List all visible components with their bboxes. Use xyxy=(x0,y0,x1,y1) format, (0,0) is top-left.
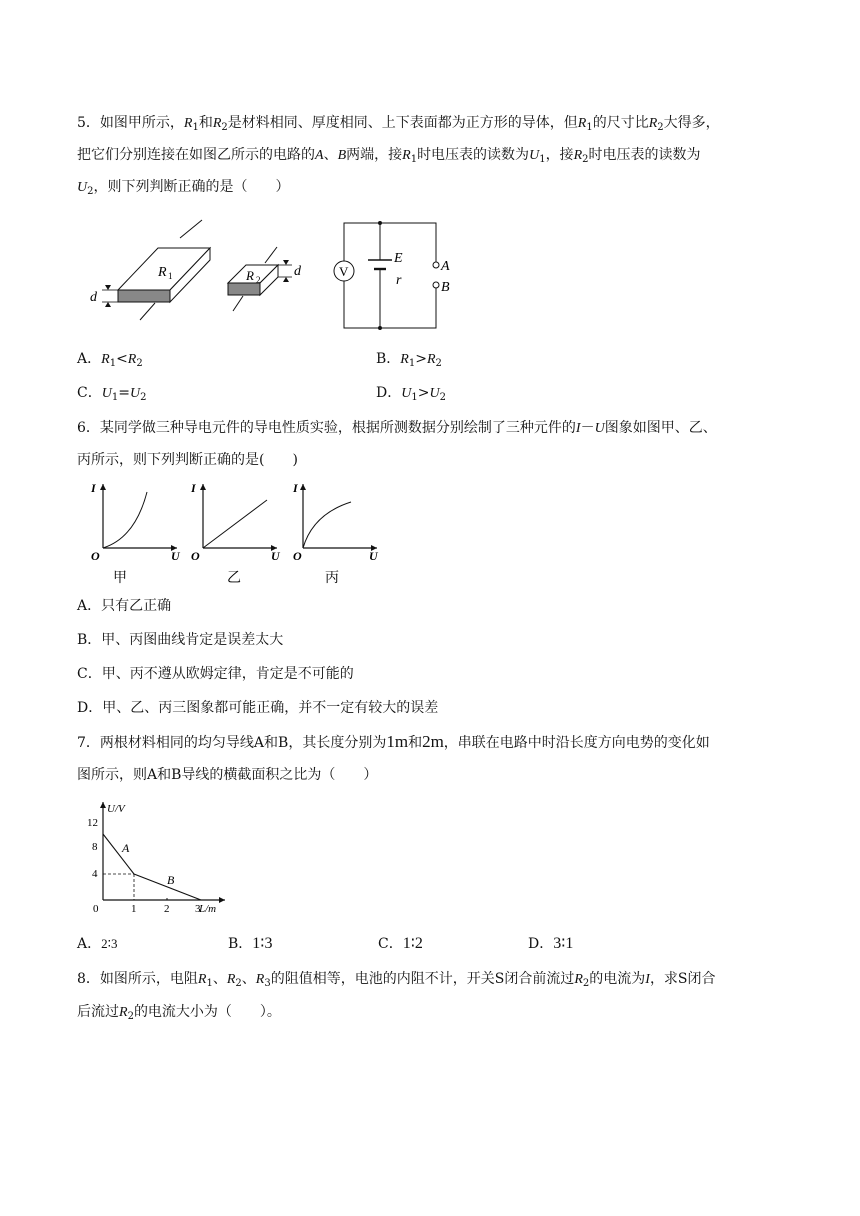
graph-yi-y-arrow xyxy=(200,484,206,490)
d-arrow-up xyxy=(105,302,111,307)
q6-option-c[interactable]: C．甲、丙不遵从欧姆定律，肯定是不可能的 xyxy=(77,666,354,682)
r2-top-lead xyxy=(265,247,277,263)
graph-bing-u-label: U xyxy=(369,549,378,563)
q5-line-1: 5．如图甲所示，$R_1$和$R_2$是材料相同、厚度相同、上下表面都为正方形的导体，但$R_1$的尺寸比$R_2$大得多， xyxy=(77,115,720,133)
circuit-figure xyxy=(330,215,470,335)
iu-graphs-figure xyxy=(85,478,395,588)
r1-label-sub: 1 xyxy=(168,271,173,281)
segment-b-label: B xyxy=(167,873,175,887)
x-tick-0: 0 xyxy=(93,903,99,915)
x-tick-3: 3 xyxy=(195,903,201,915)
q6-option-b[interactable]: B．甲、丙图曲线肯定是误差太大 xyxy=(77,632,284,648)
graph-bing-i-label: I xyxy=(293,481,298,495)
graph-jia-i-label: I xyxy=(91,481,96,495)
q7-option-b[interactable]: B．1∶3 xyxy=(228,935,273,952)
emf-label: E xyxy=(394,251,403,266)
d2-arrow-up xyxy=(283,277,289,282)
graph-jia-caption: 甲 xyxy=(113,570,127,586)
q5-line-2: 把它们分别连接在如图乙所示的电路的A、B两端，接$R_1$时电压表的读数为$U_1$，接$R_2$时电压表的读数为 xyxy=(77,147,701,165)
x-tick-2: 2 xyxy=(164,903,170,915)
terminal-b xyxy=(433,282,439,288)
q7-line-2: 图所示，则A和B导线的横截面积之比为（ ） xyxy=(77,767,378,783)
r1-label: R xyxy=(158,265,167,280)
internal-resistance-label: r xyxy=(396,273,402,288)
graph-jia-origin: O xyxy=(91,549,100,563)
d2-arrow-down xyxy=(283,260,289,265)
potential-graph xyxy=(85,798,235,918)
q7-option-a[interactable]: A．2∶3 xyxy=(77,936,118,952)
graph-yi-origin: O xyxy=(191,549,200,563)
y-tick-4: 4 xyxy=(92,868,98,880)
d-arrow-down xyxy=(105,285,111,290)
graph-yi xyxy=(190,481,281,586)
q5-line-3: $U_2$，则下列判断正确的是（ ） xyxy=(77,179,290,197)
q5-option-b[interactable]: B．$R_1>R_2$ xyxy=(376,351,442,369)
potential-graph-x-arrow xyxy=(219,897,225,903)
circuit-wire xyxy=(344,223,436,328)
q6-option-a[interactable]: A．只有乙正确 xyxy=(77,598,172,614)
terminal-b-label: B xyxy=(441,280,450,295)
q5-option-a[interactable]: A．$R_1<R_2$ xyxy=(77,351,143,369)
y-tick-12: 12 xyxy=(87,817,98,829)
terminal-a xyxy=(433,262,439,268)
potential-graph-y-arrow xyxy=(100,802,106,808)
q5-option-c[interactable]: C．$U_1=U_2$ xyxy=(77,385,147,403)
graph-bing-caption: 丙 xyxy=(325,570,339,586)
graph-jia xyxy=(90,481,181,586)
segment-a-label: A xyxy=(122,841,130,855)
r2-bottom-lead xyxy=(233,296,243,311)
x-tick-1: 1 xyxy=(131,903,137,915)
r1-top-lead xyxy=(180,220,202,238)
y-tick-8: 8 xyxy=(92,841,98,853)
graph-jia-u-label: U xyxy=(171,549,180,563)
r2-label-sub: 2 xyxy=(256,275,261,285)
graph-yi-u-label: U xyxy=(271,549,280,563)
voltmeter-label: V xyxy=(339,264,349,279)
junction-top xyxy=(378,221,382,225)
q7-option-d[interactable]: D．3∶1 xyxy=(528,935,574,952)
graph-yi-i-label: I xyxy=(191,481,196,495)
q8-line-1: 8．如图所示，电阻$R_1$、$R_2$、$R_3$的阻值相等，电池的内阻不计，开关S闭合前流过$R_2$的电流为I，求S闭合 xyxy=(77,971,716,989)
graph-jia-curve xyxy=(103,492,147,548)
graph-jia-y-arrow xyxy=(100,484,106,490)
terminal-a-label: A xyxy=(441,259,450,274)
graph-yi-caption: 乙 xyxy=(227,570,241,586)
graph-yi-line xyxy=(203,500,267,548)
conductor-figure xyxy=(80,215,320,325)
potential-graph-y-label: U/V xyxy=(107,803,125,815)
r1-front-face xyxy=(118,290,170,302)
graph-bing-y-arrow xyxy=(300,484,306,490)
potential-graph-x-label: L/m xyxy=(199,903,217,915)
d-label-left: d xyxy=(90,290,97,305)
q5-option-d[interactable]: D．$U_1>U_2$ xyxy=(376,385,446,403)
graph-bing-origin: O xyxy=(293,549,302,563)
segment-a xyxy=(103,834,134,874)
junction-bottom xyxy=(378,326,382,330)
q6-line-1: 6．某同学做三种导电元件的导电性质实验，根据所测数据分别绘制了三种元件的I－U图象如图甲、乙、 xyxy=(77,420,717,436)
q7-option-c[interactable]: C．1∶2 xyxy=(378,935,423,952)
r2-label: R xyxy=(246,268,254,283)
q7-line-1: 7．两根材料相同的均匀导线A和B，其长度分别为1m和2m，串联在电路中时沿长度方向电势的变化如 xyxy=(77,732,710,751)
graph-bing xyxy=(292,481,379,586)
q8-line-2: 后流过$R_2$的电流大小为（ ）。 xyxy=(77,1004,281,1022)
graph-bing-curve xyxy=(303,502,351,548)
q6-line-2: 丙所示，则下列判断正确的是( ) xyxy=(77,452,298,468)
q6-option-d[interactable]: D．甲、乙、丙三图象都可能正确，并不一定有较大的误差 xyxy=(77,700,439,716)
r1-bottom-lead xyxy=(140,303,155,320)
d-label-right: d xyxy=(294,264,301,279)
